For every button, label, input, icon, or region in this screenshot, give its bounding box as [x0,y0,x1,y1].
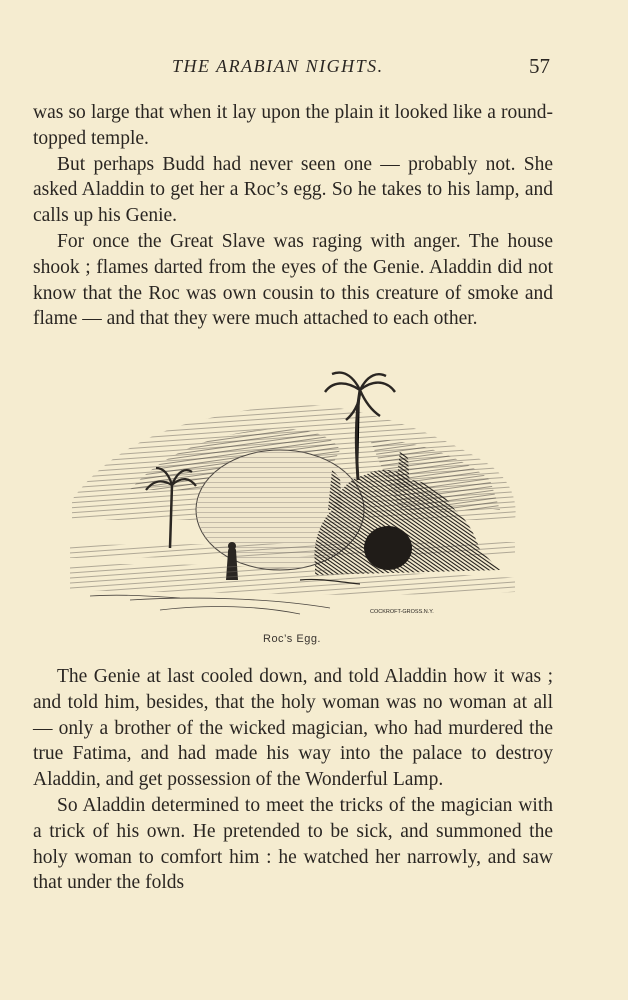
figure-caption: Roc’s Egg. [263,633,321,645]
running-title: THE ARABIAN NIGHTS. [172,56,384,76]
paragraph: The Genie at last cooled down, and told Aladdin how it was ; and told him, besides, that the holy woman was no woman at all — only a brother of the wicked magician, who had murdered the true Fatima, and had made his way into the palace to destroy Aladdin, and get possession of the Wonderful Lamp. [33,666,553,791]
running-head [0,54,628,84]
engraving-image [70,370,520,625]
rocs-egg-illustration [70,370,520,625]
paragraph: But perhaps Budd had never seen one — probably not. She asked Aladdin to get her a Roc’s egg. So he takes to his lamp, and calls up his Genie. [33,153,553,227]
paragraph: So Aladdin determined to meet the tricks of the magician with a trick of his own. He pretended to be sick, and summoned the holy woman to comfort him : he watched her narrowly, and saw that under the folds [33,794,553,894]
page-number: 57 [529,54,550,78]
paragraph: For once the Great Slave was raging with anger. The house shook ; flames darted from the eyes of the Genie. Aladdin did not know that the Roc was own cousin to this creature of smoke and flame — and that they were much attached to each other. [33,230,553,330]
text-block-bottom [33,664,553,896]
text-block-top [33,100,553,332]
engraver-signature: COCKROFT-GROSS.N.Y. [370,609,434,615]
paragraph: was so large that when it lay upon the plain it looked like a round-topped temple. [33,102,553,149]
